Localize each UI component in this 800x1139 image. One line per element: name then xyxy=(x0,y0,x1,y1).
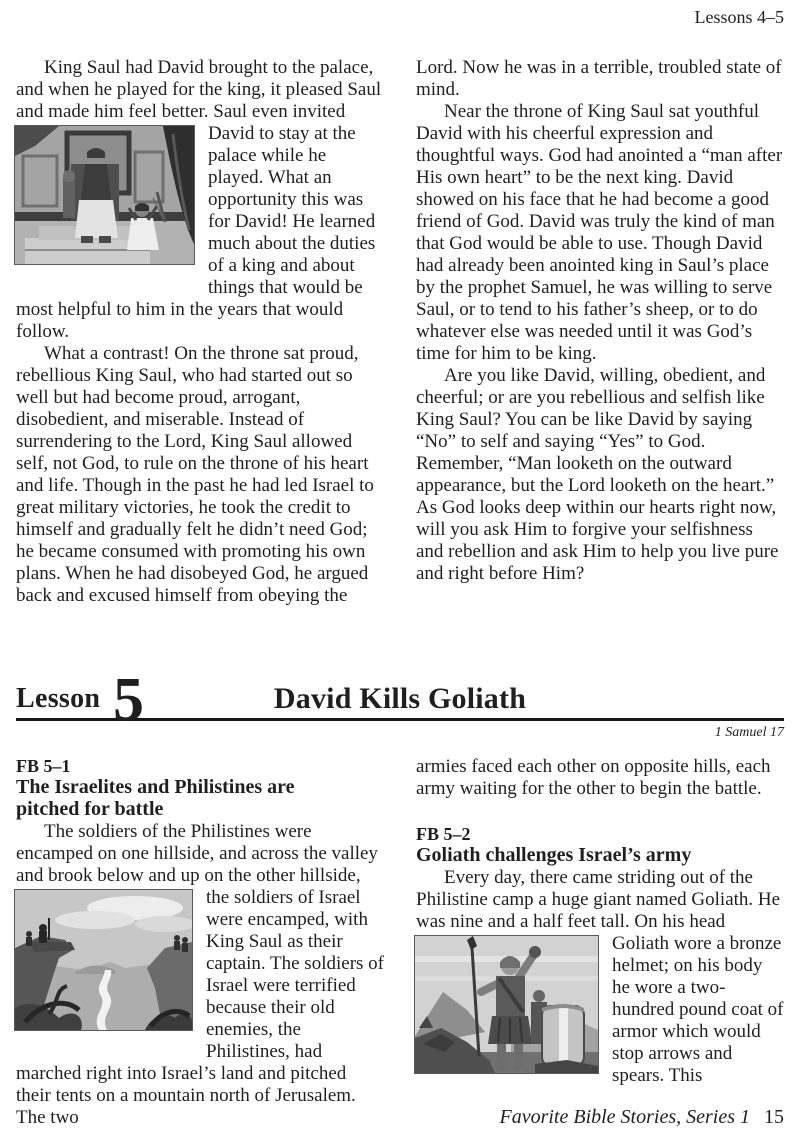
paragraph-are-you-like-david: Are you like David, willing, obedient, and cheerful; or are you rebellious and selfish like King Saul? You can be like David by saying “No” to self and saying “Yes” to God. Remember, “Man looketh on the outward appearance, but the Lord looketh on the heart.” As God looks deep within our hearts right now, will you ask Him to forgive your selfishness and rebellion and ask Him to help you live pure and right before Him? xyxy=(416,365,779,584)
paragraph-armies-faced: armies faced each other on opposite hills, each army waiting for the other to begin the battle. xyxy=(416,756,771,799)
paragraph-lord-continuation: Lord. Now he was in a terrible, troubled state of mind. xyxy=(416,57,782,100)
top-left-column xyxy=(16,57,385,607)
paragraph-every-day xyxy=(416,867,785,1087)
paragraph-soldiers-philistines xyxy=(16,821,385,1129)
throne-room-illustration xyxy=(15,126,194,264)
paragraph-text: Every day, there came striding out of the Philistine camp a huge giant named Goliath. He was nine and a half feet tall. On his xyxy=(416,867,781,932)
saul-and-david-harp-image xyxy=(14,125,195,265)
valley-battle-camps-image xyxy=(14,889,193,1031)
paragraph-text: head Goliath wore a bronze helmet; on his body he wore a two-hundred pound coat of armor which would stop arrows and spears. This xyxy=(612,911,784,1086)
paragraph-text: King Saul had David brought to the palace, and when he played for the king, it pleased Saul and made him feel better. Saul even xyxy=(16,57,382,122)
goliath-image xyxy=(414,935,599,1074)
bottom-left-column xyxy=(16,756,385,1129)
page-header-label: Lessons 4–5 xyxy=(694,7,784,27)
lesson-title: David Kills Goliath xyxy=(273,682,527,715)
page-footer xyxy=(499,1106,784,1129)
goliath-illustration xyxy=(415,936,598,1073)
lesson-word: Lesson xyxy=(16,683,101,714)
paragraph-king-saul xyxy=(16,57,385,343)
paragraph-what-a-contrast: What a contrast! On the throne sat proud, rebellious King Saul, who had started out so well but had become proud, arrogant, disobedient, and miserable. Instead of surrendering to the Lord, King Saul allowed self, not God, to rule on the throne of his heart and life. Though in the past he had led Israel to great military victories, he took the credit to himself and gradually felt he didn’t need God; he became consumed with promoting his own plans. When he had disobeyed God, he argued back and excused himself from obeying the xyxy=(16,343,374,606)
fb-label-5-2: FB 5–2 xyxy=(416,824,471,844)
paragraph-text: The soldiers of the Philistines were encamped on one hillside, and across the valley and brook below and up on the other hillside, xyxy=(16,821,378,886)
valley-illustration xyxy=(15,890,192,1030)
section-heading-israelites-philistines: The Israelites and Philistines are pitched for battle xyxy=(16,776,295,820)
paragraph-near-the-throne: Near the throne of King Saul sat youthful David with his cheerful expression and thoughtful ways. God had anointed a “man after His own heart” to be the next king. David showed on his face that he had become a good friend of God. David was truly the kind of man that God would be able to use. Though David had already been anointed king in Saul’s place by the prophet Samuel, he was willing to serve Saul, or to tend to his father’s sheep, or to do whatever else was needed until it was God’s time for him to be king. xyxy=(416,101,783,364)
page-number: 15 xyxy=(764,1106,784,1128)
paragraph-text: invited David to stay at the palace while he played. What an opportunity this was for David! He learned much about the duties of a king and about things that would be most helpful to him in the years that would follow. xyxy=(16,101,376,342)
section-heading-goliath-challenges: Goliath challenges Israel’s army xyxy=(416,844,692,866)
paragraph-text: the soldiers of Israel were encamped, with King Saul as their captain. The soldiers of Israel were terrified because their old enemies, the Philistines, had marched right into Israel’s land and pitched their tents on a mountain north of Jerusalem. The two xyxy=(16,887,384,1128)
fb-label-5-1: FB 5–1 xyxy=(16,756,71,776)
lesson-number: 5 xyxy=(113,666,144,735)
bottom-two-column-section xyxy=(16,756,784,1129)
top-two-column-section xyxy=(16,57,784,607)
scripture-reference: 1 Samuel 17 xyxy=(714,725,784,740)
fb-5-2-block xyxy=(416,824,785,1087)
top-right-column xyxy=(416,57,785,607)
bottom-right-column xyxy=(416,756,785,1129)
book-title: Favorite Bible Stories, Series 1 xyxy=(499,1106,750,1128)
